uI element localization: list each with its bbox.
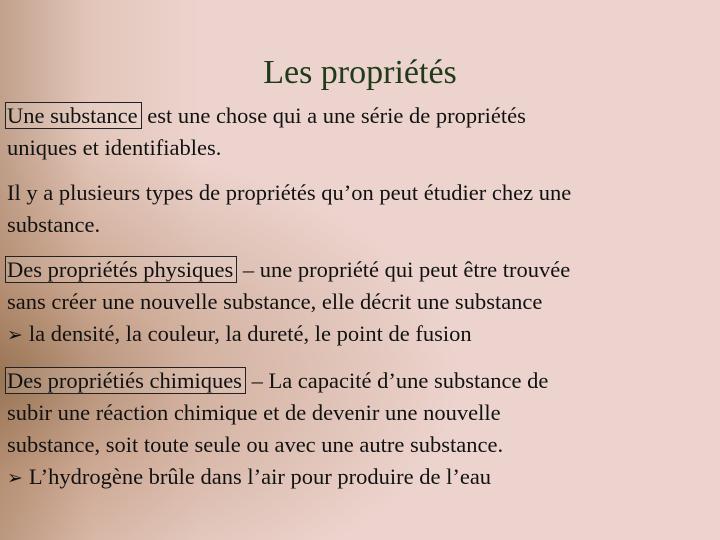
paragraph-text: substance.	[7, 212, 101, 237]
paragraph-physical	[7, 254, 707, 351]
paragraph-substance	[7, 100, 707, 164]
boxed-term-chemical: Des propriétiés chimiques	[5, 367, 246, 394]
slide-content	[7, 100, 707, 507]
paragraph-text: uniques et identifiables.	[7, 135, 222, 160]
arrow-bullet-icon: ➢	[7, 467, 23, 489]
bullet-item	[7, 318, 707, 351]
paragraph-text: sans créer une nouvelle substance, elle décrit une substance	[7, 289, 543, 314]
paragraph-text: substance, soit toute seule ou avec une autre substance.	[7, 432, 504, 457]
paragraph-text: est une chose qui a une série de propriétés	[141, 103, 526, 128]
paragraph-chemical	[7, 365, 707, 494]
boxed-term-substance: Une substance	[5, 102, 142, 129]
paragraph-text: – une propriété qui peut être trouvée	[237, 257, 571, 282]
paragraph-text: – La capacité d’une substance de	[245, 368, 549, 393]
bullet-text: la densité, la couleur, la dureté, le point de fusion	[28, 321, 472, 346]
boxed-term-physical: Des propriétés physiques	[5, 256, 237, 283]
slide-title: Les propriétés	[263, 54, 457, 91]
paragraph-types	[7, 177, 707, 241]
bullet-item	[7, 461, 707, 494]
bullet-text: L’hydrogène brûle dans l’air pour produire de l’eau	[28, 464, 492, 489]
paragraph-text: Il y a plusieurs types de propriétés qu’on peut étudier chez une	[7, 180, 572, 205]
paragraph-text: subir une réaction chimique et de devenir une nouvelle	[7, 400, 501, 425]
arrow-bullet-icon: ➢	[7, 324, 23, 346]
